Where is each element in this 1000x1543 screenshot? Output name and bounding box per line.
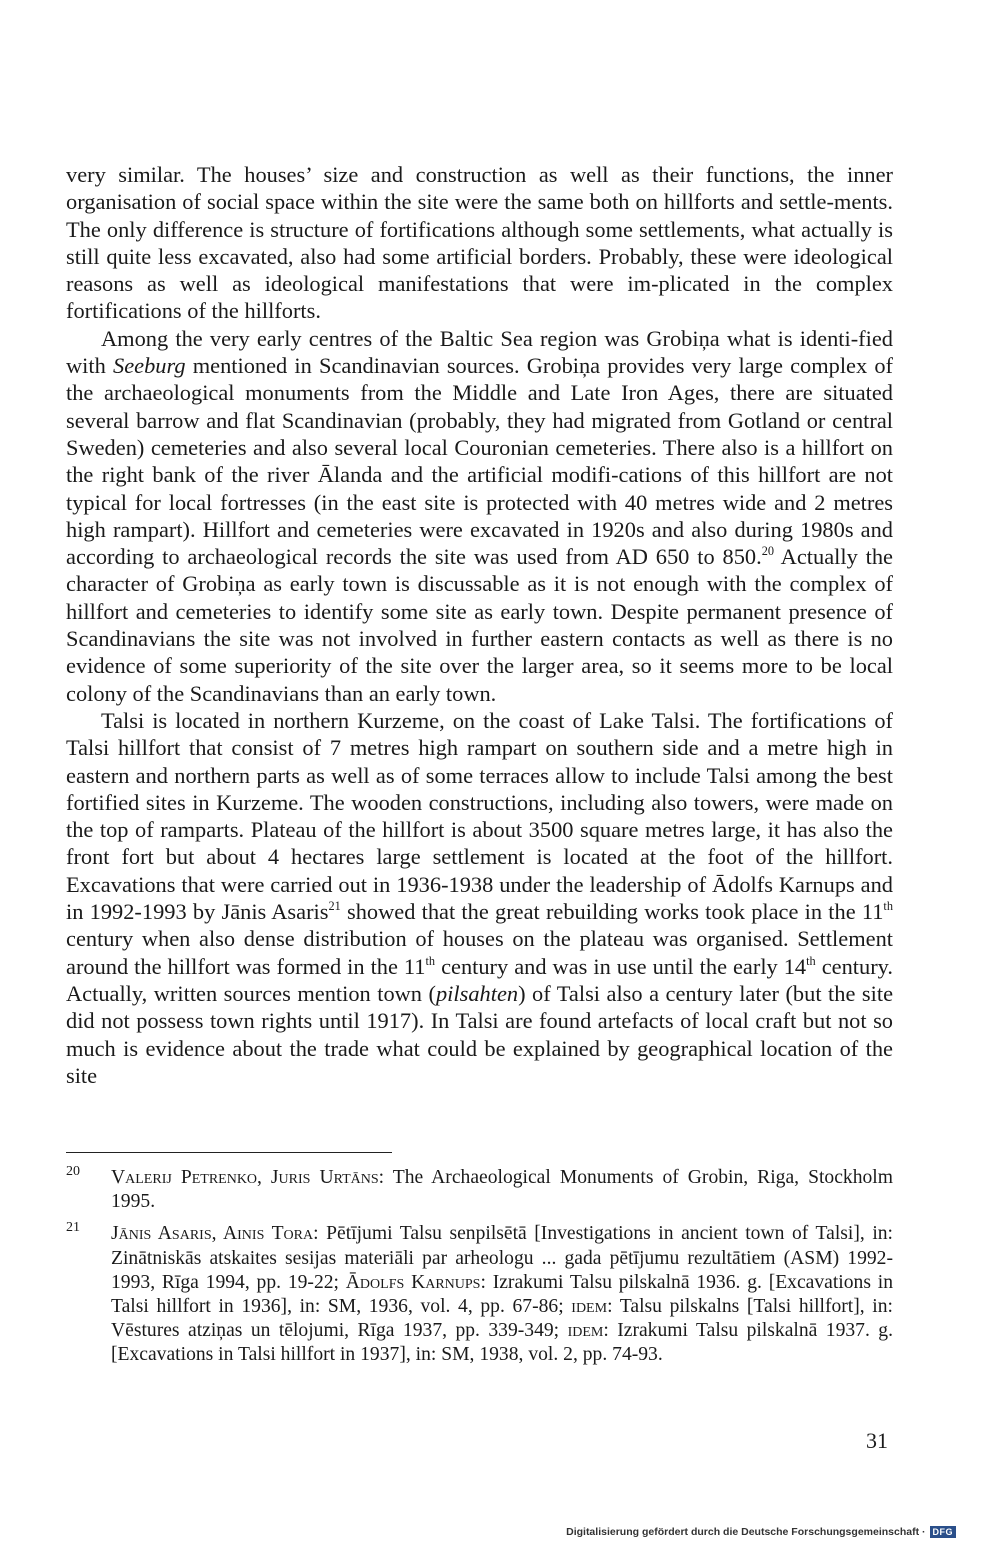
seeburg-italic: Seeburg xyxy=(113,353,186,379)
paragraph-1: very similar. The houses’ size and construction as well as their functions, the inner organisation of social space within the site were the same both on hillforts and settle-ments. The only difference is structure of fortifications although some settlements, what actually is still quite less excavated, also had some artificial borders. Probably, these were ideological reasons as well as ideological manifestations that were im-plicated in the complex fortifications of the hillforts. xyxy=(66,162,893,324)
footnote-number: 20 xyxy=(66,1164,80,1179)
footnote-ref-21[interactable]: 21 xyxy=(328,898,341,913)
footnote-author: Valerij Petrenko, Juris Urtāns xyxy=(111,1167,379,1188)
ordinal-suffix: th xyxy=(883,898,893,913)
page-number: 31 xyxy=(866,1428,888,1453)
paragraph-2: Among the very early centres of the Baltic Sea region was Grobiņa what is identi-fied with Seeburg mentioned in Scandinavian sources. Grobiņa provides very large complex of the archaeological monuments from the Middle and Late Iron Ages, there are situated several barrow and flat Scandinavian (probably, they had migrated from Gotland or central Sweden) cemeteries and also several local Couronian cemeteries. There also is a hillfort on the right bank of the river Ālanda and the artificial modifi-cations of this hillfort are not typical for local fortresses (in the east site is protected with 40 metres wide and 2 metres high rampart). Hillfort and cemeteries were excavated in 1920s and also during 1980s and according to archaeological records the site was used from AD 650 to 850.20 Actually the character of Grobiņa as early town is discussable as it is not enough with the complex of hillfort and cemeteries to identify some site as early town. Despite permanent presence of Scandinavians the site was not involved in further eastern contacts as well as there is no evidence of some superiority of the site over the larger area, so it seems more to be local colony of the Scandinavians than an early town. xyxy=(66,325,894,706)
footnote-separator xyxy=(66,1152,392,1153)
footnote-20: 20 Valerij Petrenko, Juris Urtāns: The Archaeological Monuments of Grobin, Riga, Stockholm 1995. xyxy=(66,1166,893,1214)
ordinal-suffix: th xyxy=(806,953,816,968)
dfg-logo: DFG xyxy=(930,1526,957,1538)
paragraph-3: Talsi is located in northern Kurzeme, on the coast of Lake Talsi. The fortifications of Talsi hillfort that consist of 7 metres high rampart on southern side and a metre high in eastern and northern parts as well as of some terraces allow to include Talsi among the best fortified sites in Kurzeme. The wooden constructions, including also towers, were made on the top of ramparts. Plateau of the hillfort is about 3500 square metres large, it has also the front fort but about 4 hectares large settlement is located at the foot of the hillfort. Excavations that were carried out in 1936-1938 under the leadership of Ādolfs Karnups and in 1992-1993 by Jānis Asaris$^{21}$ showed that the great rebuilding works took place in the 11th century when also dense distribution of houses on the plateau was organised. Settlement around the hillfort was formed in the 11th century and was in use until the early 14th century. Actually, written sources mention town (pilsahten) of Talsi also a century later (but the site did not possess town rights until 1917). In Talsi are found artefacts of local craft but not so much is evidence about the trade what could be explained by geographical location of the site xyxy=(66,707,894,1088)
digitization-text: Digitalisierung gefördert durch die Deutsche Forschungsgemeinschaft · xyxy=(566,1526,926,1538)
digitization-credit xyxy=(566,1526,956,1538)
footnote-ref-20[interactable]: 20 xyxy=(761,543,775,558)
footnote-idem: idem xyxy=(571,1296,608,1318)
pilsahten-italic: pilsahten xyxy=(435,980,519,1006)
footnote-21: 21 Jānis Asaris, Ainis Tora: Pētījumi Talsu senpilsētā [Investigations in ancient town of Talsi], in: Zinātniskās atskaites sesijas materiāli par arheologu ... gada pētījumu rezultātiem (ASM) 1992-1993, Rīga 1994, pp. 19-22; Ādolfs Karnups: Izrakumi Talsu pilskalnā 1936. g. [Excavations in Talsi hillfort in 1936], in: SM, 1936, vol. 4, pp. 67-86; idem: Talsu pilskalns [Talsi hillfort], in: Vēstures atziņas un tēlojumi, Rīga 1937, pp. 339-349; idem: Izrakumi Talsu pilskalnā 1937. g. [Excavations in Talsi hillfort in 1937], in: SM, 1938, vol. 2, pp. 74-93. xyxy=(66,1222,893,1367)
footnotes xyxy=(66,1166,893,1376)
footnote-number: 21 xyxy=(66,1220,80,1236)
footnote-author: Ādolfs Karnups xyxy=(345,1271,481,1293)
footnote-idem: idem xyxy=(567,1320,604,1342)
body-text xyxy=(66,161,893,1089)
ordinal-suffix: th xyxy=(425,953,436,968)
footnote-author: Jānis Asaris, Ainis Tora xyxy=(111,1223,314,1245)
